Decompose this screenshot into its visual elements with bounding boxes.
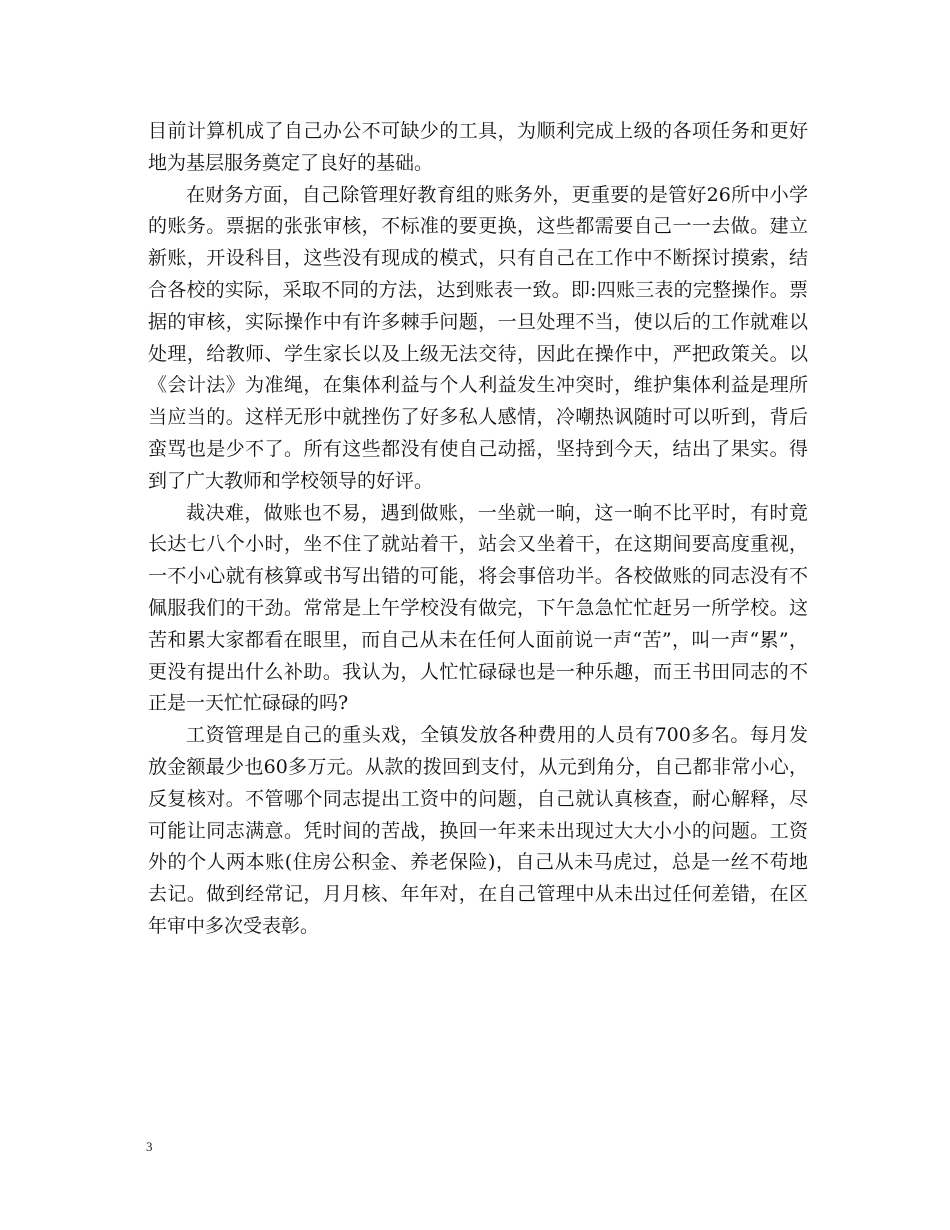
page-number: 3 (146, 1139, 153, 1154)
paragraph-4: 工资管理是自己的重头戏，全镇发放各种费用的人员有700多名。每月发放金额最少也60多万元。从款的拨回到支付，从元到角分，自己都非常小心，反复核对。不管哪个同志提出工资中的问题，自己就认真核查，耐心解释，尽可能让同志满意。凭时间的苦战，换回一年来未出现过大大小小的问题。工资外的个人两本账(住房公积金、养老保险)，自己从未马虎过，总是一丝不苟地去记。做到经常记，月月核、年年对，在自己管理中从未出过任何差错，在区年审中多次受表彰。 (148, 724, 808, 937)
paragraph-1: 目前计算机成了自己办公不可缺少的工具，为顺利完成上级的各项任务和更好地为基层服务奠定了良好的基础。 (148, 120, 808, 174)
paragraph-2: 在财务方面，自己除管理好教育组的账务外，更重要的是管好26所中小学的账务。票据的张张审核，不标准的要更换，这些都需要自己一一去做。建立新账，开设科目，这些没有现成的模式，只有自己在工作中不断探讨摸索，结合各校的实际，采取不同的方法，达到账表一致。即:四账三表的完整操作。票据的审核，实际操作中有许多棘手问题，一旦处理不当，使以后的工作就难以处理，给教师、学生家长以及上级无法交待，因此在操作中，严把政策关。以《会计法》为准绳，在集体利益与个人利益发生冲突时，维护集体利益是理所当应当的。这样无形中就挫伤了好多私人感情，冷嘲热讽随时可以听到，背后蛮骂也是少不了。所有这些都没有使自己动摇，坚持到今天，结出了果实。得到了广大教师和学校领导的好评。 (148, 183, 808, 492)
body-text (148, 116, 808, 943)
paragraph-3: 裁决难，做账也不易，遇到做账，一坐就一晌，这一晌不比平时，有时竟长达七八个小时，坐不住了就站着干，站会又坐着干，在这期间要高度重视，一不小心就有核算或书写出错的可能，将会事倍功半。各校做账的同志没有不佩服我们的干劲。常常是上午学校没有做完，下午急急忙忙赶另一所学校。这苦和累大家都看在眼里，而自己从未在任何人面前说一声“苦”，叫一声“累”，更没有提出什么补助。我认为，人忙忙碌碌也是一种乐趣，而王书田同志的不正是一天忙忙碌碌的吗? (148, 501, 808, 715)
